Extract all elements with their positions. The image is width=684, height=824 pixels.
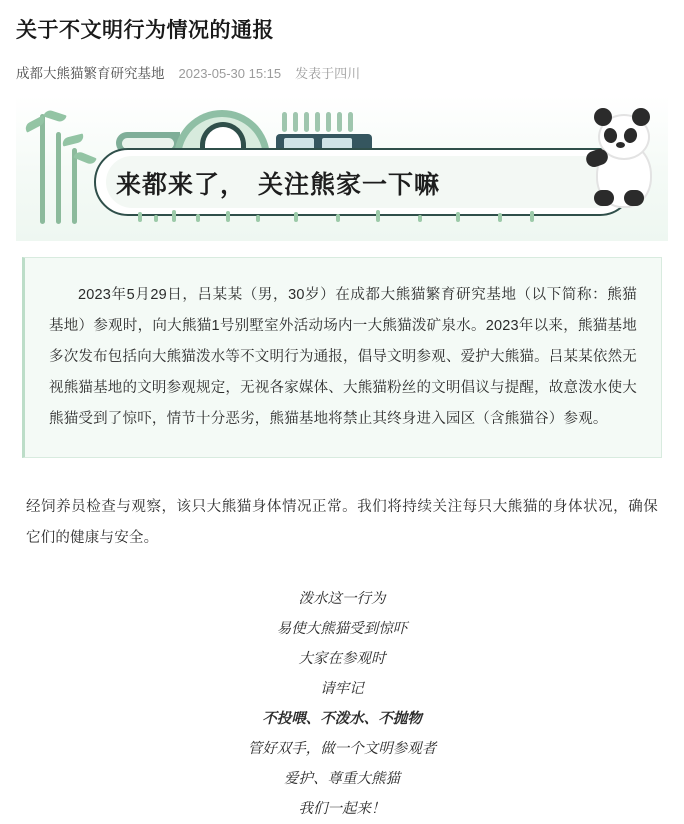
notice-box: [22, 257, 662, 458]
notice-paragraph: 2023年5月29日，吕某某（男，30岁）在成都大熊猫繁育研究基地（以下简称：熊猫基地）参观时，向大熊猫1号别墅室外活动场内一大熊猫泼矿泉水。2023年以来，熊猫基地多次发布包括向大熊猫泼水等不文明行为通报，倡导文明参观、爱护大熊猫。吕某某依然无视熊猫基地的文明参观规定，无视各家媒体、大熊猫粉丝的文明倡议与提醒，故意泼水使大熊猫受到了惊吓，情节十分恶劣，熊猫基地将禁止其终身进入园区（含熊猫谷）参观。: [49, 287, 637, 427]
slogan-line: 管好双手，做一个文明参观者: [247, 741, 437, 757]
banner-illustration: [16, 96, 668, 241]
slogan-block: [16, 584, 668, 824]
slogan-line: 易使大熊猫受到惊吓: [276, 621, 408, 637]
slogan-line: 爱护、尊重大熊猫: [284, 771, 400, 787]
slogan-line-emphasis: 不投喂、不泼水、不抛物: [262, 711, 422, 727]
slogan-line: 请牢记: [320, 681, 364, 697]
body-paragraph: 经饲养员检查与观察，该只大熊猫身体情况正常。我们将持续关注每只大熊猫的身体状况，确保它们的健康与安全。: [26, 499, 658, 546]
slogan-line: 我们一起来！: [298, 801, 386, 817]
banner-slogan-part1: 来都来了，: [116, 171, 247, 199]
bamboo-decoration-icon: [30, 114, 100, 232]
slogan-line: 泼水这一行为: [298, 591, 386, 607]
article-meta: [16, 62, 668, 82]
slogan-line: 大家在参观时: [298, 651, 386, 667]
banner-slogan-part2: 关注熊家一下嘛: [258, 171, 441, 199]
panda-icon: [582, 106, 660, 218]
publish-location: 发表于四川: [295, 66, 361, 81]
publisher-account[interactable]: 成都大熊猫繁育研究基地: [16, 66, 165, 81]
publish-date: 2023-05-30 15:15: [178, 66, 282, 81]
page-title: 关于不文明行为情况的通报: [16, 19, 274, 42]
grass-decoration-icon: [126, 208, 556, 222]
banner-slogan: [116, 158, 586, 208]
